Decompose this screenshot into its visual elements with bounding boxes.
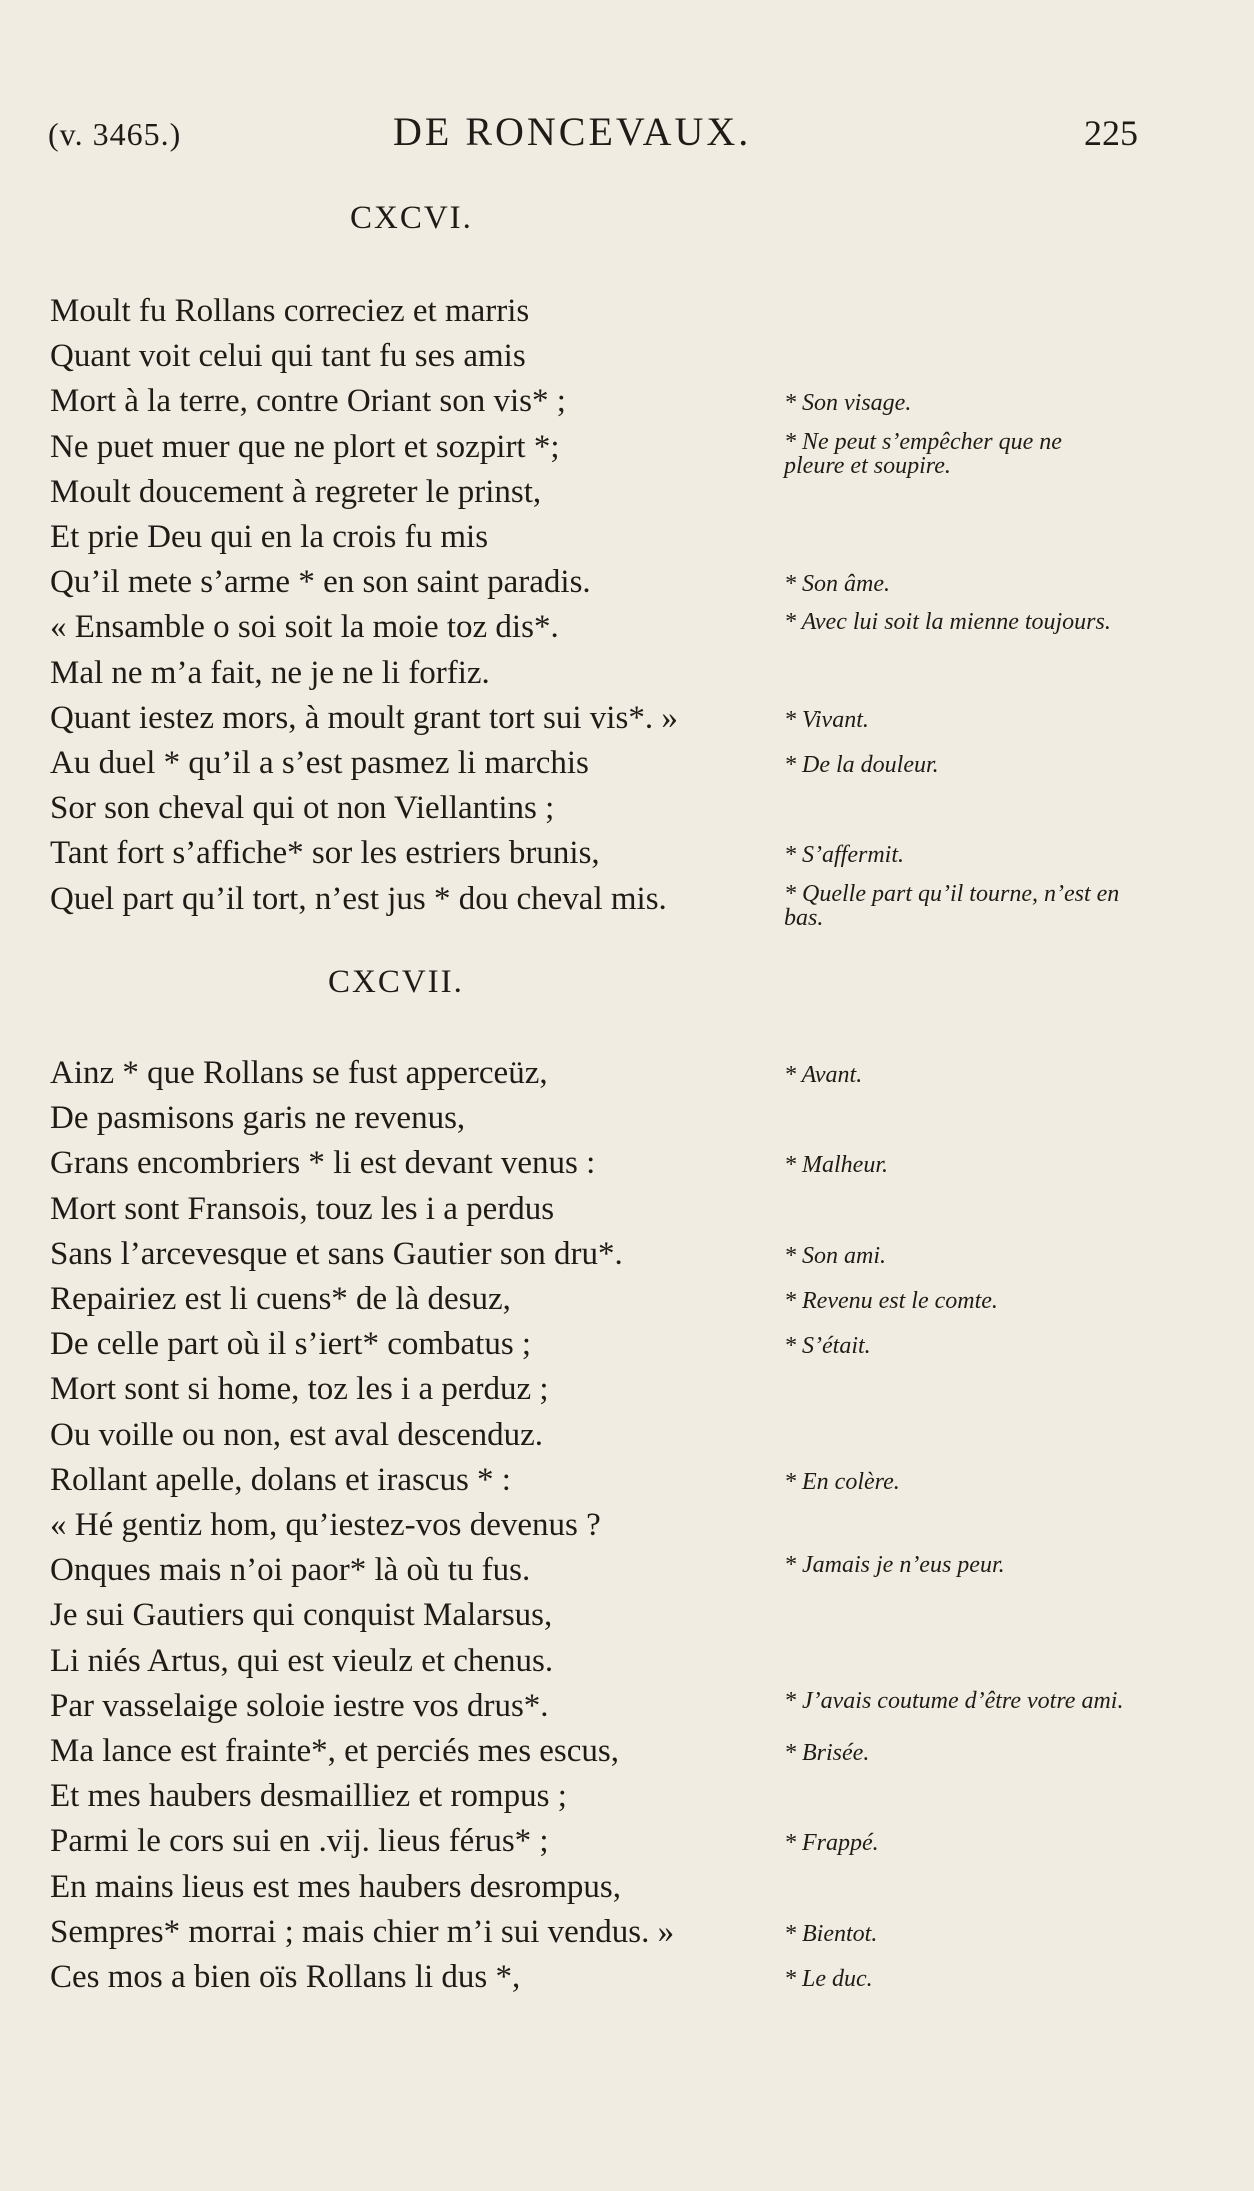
verse-line: Ainz * que Rollans se fust apperceüz, xyxy=(50,1055,548,1091)
verse-line: Grans encombriers * li est devant venus : xyxy=(50,1145,596,1182)
section-title: CXCVII. xyxy=(328,964,464,1000)
verse-line: Qu’il mete s’arme * en son saint paradis. xyxy=(50,564,591,601)
verse-line: Li niés Artus, qui est vieulz et chenus. xyxy=(50,1642,554,1679)
verse-line: Sempres* morrai ; mais chier m’i sui vendus. » xyxy=(50,1913,675,1950)
gloss-note: * Son âme. xyxy=(784,571,890,598)
verse-line: Je sui Gautiers qui conquist Malarsus, xyxy=(50,1597,553,1634)
verse-line: Quel part qu’il tort, n’est jus * dou cheval mis. xyxy=(50,880,667,917)
verse-reference: (v. 3465.) xyxy=(48,116,182,152)
verse-line: Ces mos a bien oïs Rollans li dus *, xyxy=(50,1959,521,1995)
verse-line: Moult doucement à regreter le prinst, xyxy=(50,473,542,510)
page-number: 225 xyxy=(1084,113,1138,153)
verse-line: Tant fort s’affiche* sor les estriers brunis, xyxy=(50,835,600,872)
verse-line: Et mes haubers desmailliez et rompus ; xyxy=(50,1778,567,1815)
verse-line: Par vasselaige soloie iestre vos drus*. xyxy=(50,1687,549,1724)
verse-line: Rollant apelle, dolans et irascus * : xyxy=(50,1461,511,1498)
gloss-note: * S’affermit. xyxy=(784,842,904,869)
verse-line: Mort sont Fransois, touz les i a perdus xyxy=(50,1190,555,1227)
verse-line: Quant iestez mors, à moult grant tort sui vis*. » xyxy=(50,699,678,736)
verse-line: Au duel * qu’il a s’est pasmez li marchis xyxy=(50,745,589,781)
gloss-note: * S’était. xyxy=(784,1333,871,1360)
verse-line: Onques mais n’oi paor* là où tu fus. xyxy=(50,1552,531,1589)
verse-line: Ma lance est frainte*, et perciés mes escus, xyxy=(50,1733,620,1769)
gloss-note: * Avec lui soit la mienne toujours. xyxy=(784,609,1111,636)
gloss-note: * Ne peut s’empêcher que ne pleure et soupire. xyxy=(784,428,1062,479)
gloss-note: * Le duc. xyxy=(784,1966,873,1992)
verse-line: De celle part où il s’iert* combatus ; xyxy=(50,1326,532,1363)
gloss-note: * Frappé. xyxy=(784,1830,879,1857)
gloss-note: * Brisée. xyxy=(784,1740,870,1766)
verse-line: De pasmisons garis ne revenus, xyxy=(50,1100,466,1137)
gloss-note: * Revenu est le comte. xyxy=(784,1288,998,1314)
verse-line: « Hé gentiz hom, qu’iestez-vos devenus ? xyxy=(50,1507,601,1543)
gloss-note: * Bientot. xyxy=(784,1920,878,1947)
section-title: CXCVI. xyxy=(350,200,473,236)
gloss-note: * Son ami. xyxy=(784,1242,886,1269)
verse-line: Quant voit celui qui tant fu ses amis xyxy=(50,338,526,375)
gloss-note: * Avant. xyxy=(784,1062,863,1088)
verse-line: Mort sont si home, toz les i a perduz ; xyxy=(50,1371,549,1408)
gloss-note: * De la douleur. xyxy=(784,752,939,778)
verse-line: En mains lieus est mes haubers desrompus, xyxy=(50,1868,621,1905)
gloss-note: * Vivant. xyxy=(784,706,869,733)
verse-line: Mort à la terre, contre Oriant son vis* ; xyxy=(50,383,566,420)
verse-line: Moult fu Rollans correciez et marris xyxy=(50,293,530,329)
verse-line: « Ensamble o soi soit la moie toz dis*. xyxy=(50,609,559,646)
verse-line: Sor son cheval qui ot non Viellantins ; xyxy=(50,790,555,827)
verse-line: Et prie Deu qui en la crois fu mis xyxy=(50,519,489,555)
running-title: DE RONCEVAUX. xyxy=(393,109,752,154)
gloss-note: * En colère. xyxy=(784,1468,900,1495)
running-header xyxy=(48,108,1138,158)
verse-line: Repairiez est li cuens* de là desuz, xyxy=(50,1281,511,1317)
gloss-note: * Malheur. xyxy=(784,1152,888,1179)
verse-line: Parmi le cors sui en .vij. lieus férus* ; xyxy=(50,1823,549,1860)
verse-line: Sans l’arcevesque et sans Gautier son dru*. xyxy=(50,1235,623,1272)
gloss-note: * Jamais je n’eus peur. xyxy=(784,1552,1005,1579)
verse-line: Ou voille ou non, est aval descenduz. xyxy=(50,1416,544,1453)
gloss-note: * Quelle part qu’il tourne, n’est en bas. xyxy=(784,880,1120,931)
verse-line: Ne puet muer que ne plort et sozpirt *; xyxy=(50,428,560,465)
gloss-note: * J’avais coutume d’être votre ami. xyxy=(784,1687,1124,1714)
gloss-note: * Son visage. xyxy=(784,390,912,417)
verse-line: Mal ne m’a fait, ne je ne li forfiz. xyxy=(50,654,490,691)
